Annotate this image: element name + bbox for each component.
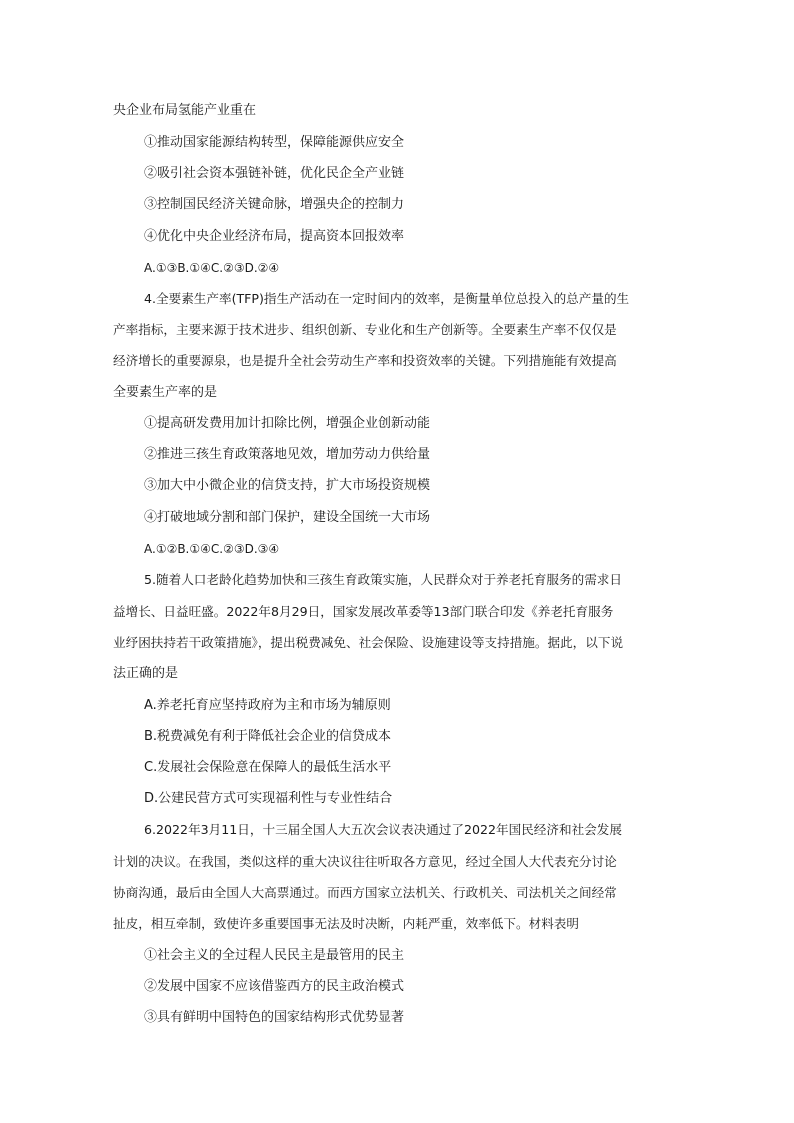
question-5-text: 法正确的是 — [113, 666, 179, 681]
answer-choices: A.①③B.①④C.②③D.②④ — [144, 261, 280, 275]
question-6-text: 6.2022年3月11日，十三届全国人大五次会议表决通过了2022年国民经济和社会发展 — [144, 822, 622, 837]
question-4-text: 经济增长的重要源泉，也是提升全社会劳动生产率和投资效率的关键。下列措施能有效提高 — [113, 353, 617, 368]
option-line: ③具有鲜明中国特色的国家结构形式优势显著 — [144, 1010, 405, 1025]
option-line: ④优化中央企业经济布局，提高资本回报效率 — [144, 229, 405, 244]
option-line: C.发展社会保险意在保障人的最低生活水平 — [144, 760, 392, 775]
question-6-text: 扯皮，相互牵制，致使许多重要国事无法及时决断，内耗严重，效率低下。材料表明 — [113, 916, 579, 931]
answer-choices: A.①②B.①④C.②③D.③④ — [144, 542, 280, 556]
option-line: A.养老托育应坚持政府为主和市场为辅原则 — [144, 698, 391, 713]
question-4-text: 4.全要素生产率(TFP)指生产活动在一定时间内的效率，是衡量单位总投入的总产量的生 — [144, 291, 630, 306]
question-6-text: 计划的决议。在我国，类似这样的重大决议往往听取各方意见，经过全国人大代表充分讨论 — [113, 854, 617, 869]
option-line: ①提高研发费用加计扣除比例，增强企业创新动能 — [144, 416, 431, 431]
question-5-text: 益增长、日益旺盛。2022年8月29日，国家发展改革委等13部门联合印发《养老托育服务 — [113, 604, 614, 619]
question-6-text: 协商沟通，最后由全国人大高票通过。而西方国家立法机关、行政机关、司法机关之间经常 — [113, 885, 617, 900]
text-line: 央企业布局氢能产业重在 — [113, 103, 257, 118]
option-line: ③控制国民经济关键命脉，增强央企的控制力 — [144, 197, 405, 212]
option-line: ④打破地域分割和部门保护，建设全国统一大市场 — [144, 510, 431, 525]
question-5-text: 5.随着人口老龄化趋势加快和三孩生育政策实施，人民群众对于养老托育服务的需求日 — [144, 572, 622, 587]
option-line: ②推进三孩生育政策落地见效，增加劳动力供给量 — [144, 447, 431, 462]
question-4-text: 产率指标，主要来源于技术进步、组织创新、专业化和生产创新等。全要素生产率不仅仅是 — [113, 322, 617, 337]
option-line: ②发展中国家不应该借鉴西方的民主政治模式 — [144, 979, 405, 994]
option-line: ①社会主义的全过程人民民主是最管用的民主 — [144, 948, 405, 963]
question-4-text: 全要素生产率的是 — [113, 385, 218, 400]
option-line: ①推动国家能源结构转型，保障能源供应安全 — [144, 135, 405, 150]
option-line: B.税费减免有利于降低社会企业的信贷成本 — [144, 729, 392, 744]
option-line: D.公建民营方式可实现福利性与专业性结合 — [144, 791, 393, 806]
option-line: ②吸引社会资本强链补链，优化民企全产业链 — [144, 166, 405, 181]
option-line: ③加大中小微企业的信贷支持，扩大市场投资规模 — [144, 478, 431, 493]
question-5-text: 业纾困扶持若干政策措施》，提出税费减免、社会保险、设施建设等支持措施。据此，以下说 — [113, 635, 624, 650]
